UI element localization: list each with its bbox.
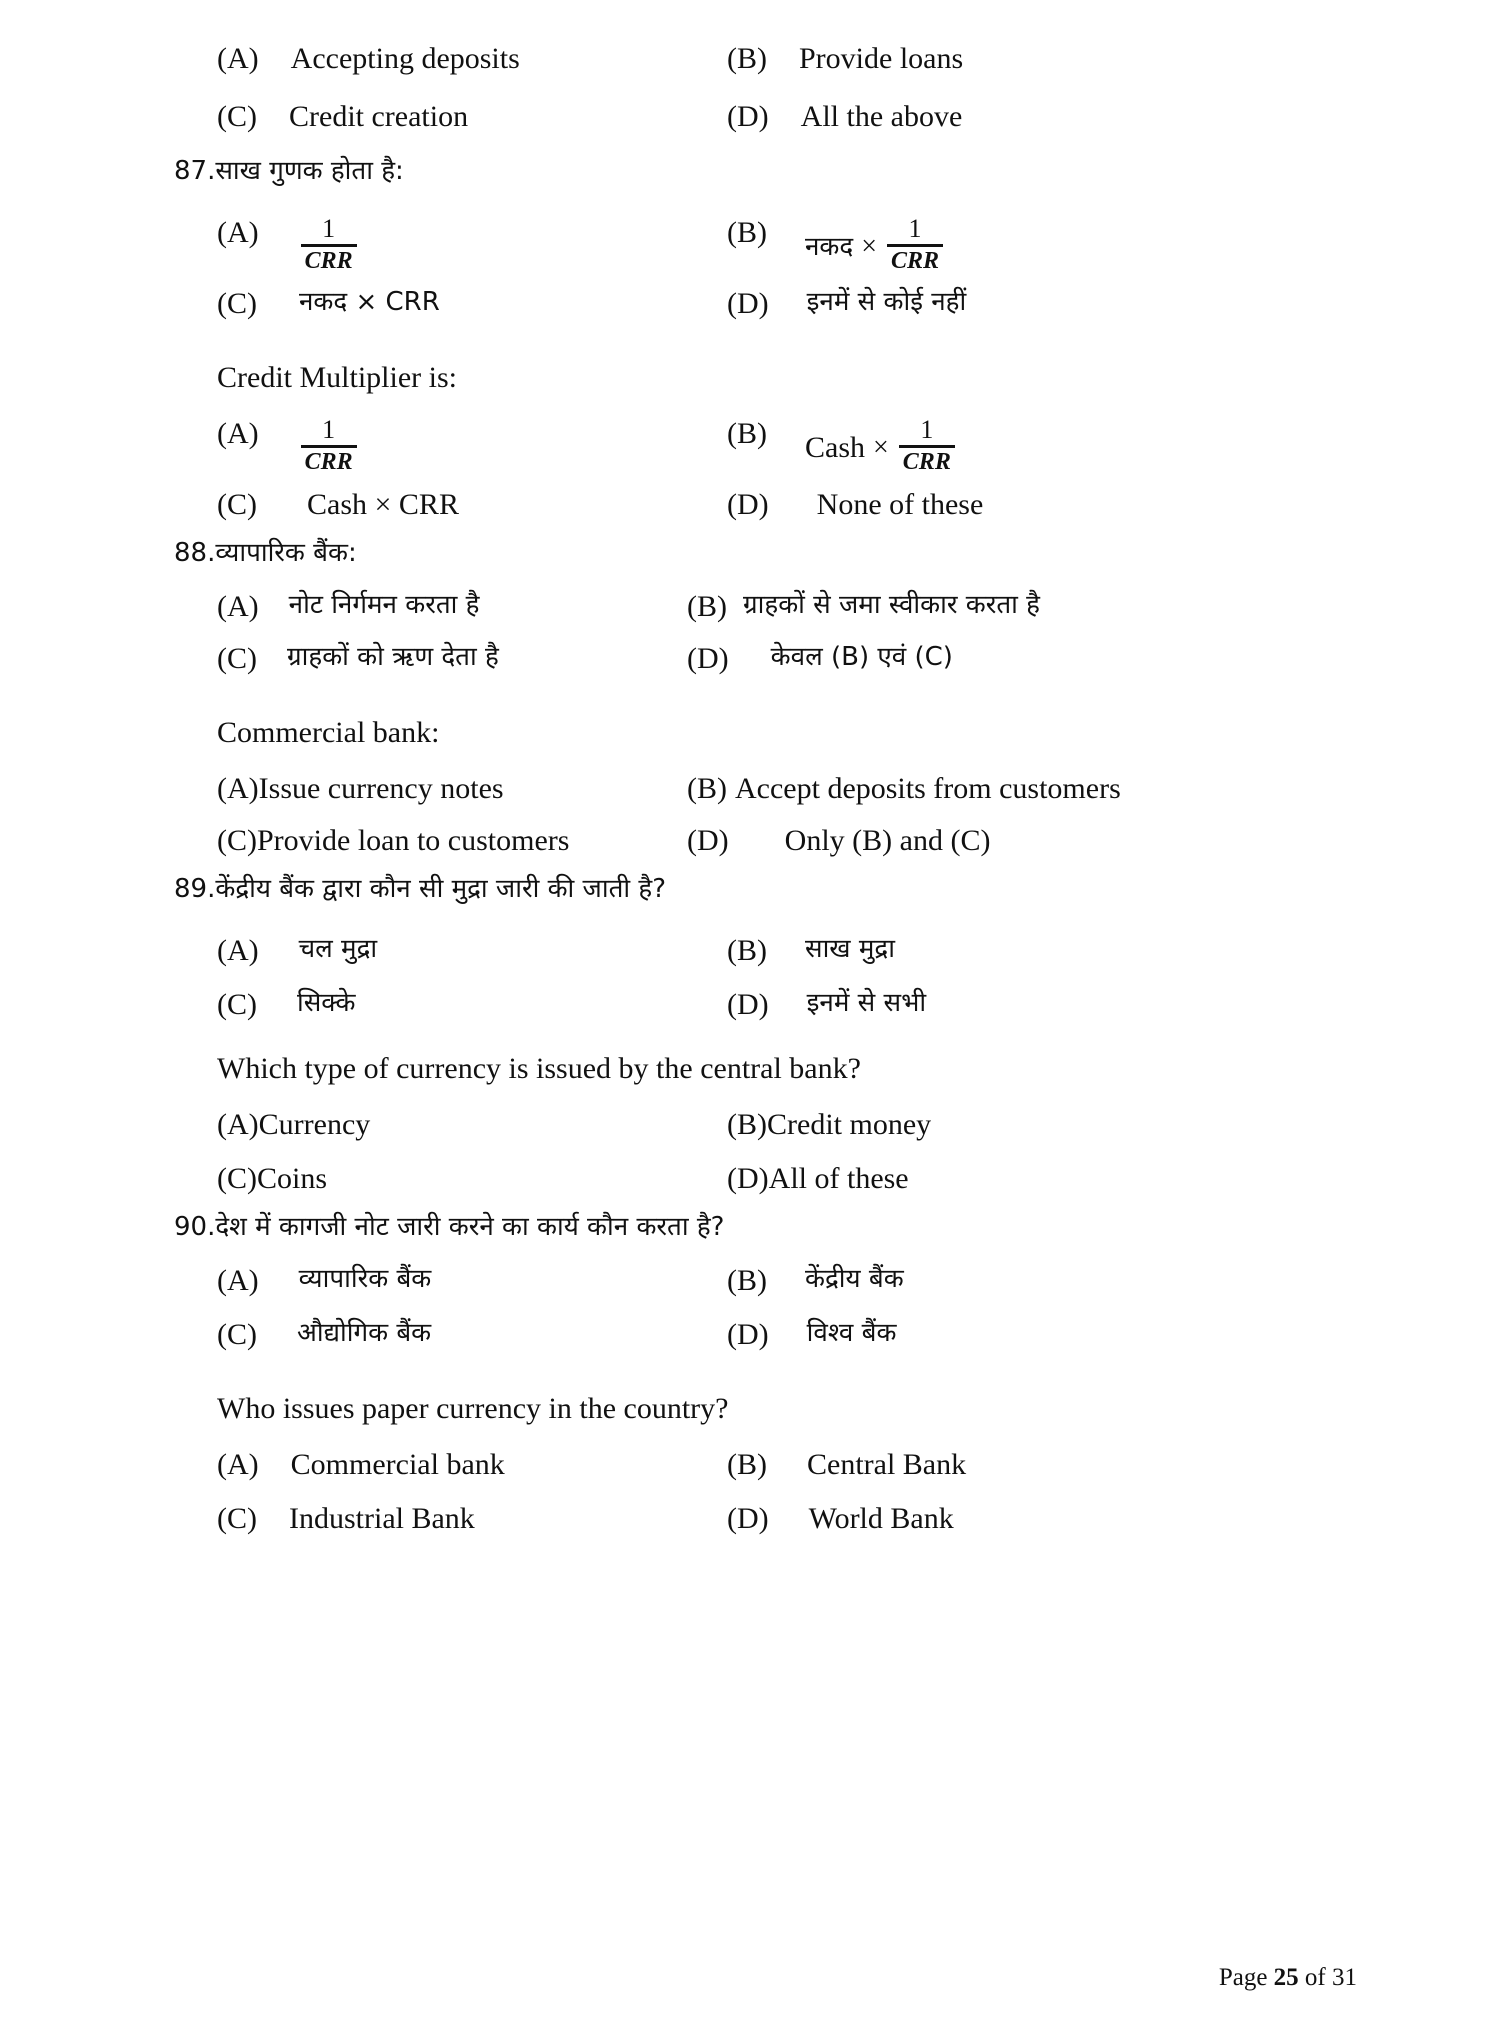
footer-prefix: Page (1218, 1964, 1274, 1991)
option-text: ग्राहकों से जमा स्वीकार करता है (743, 590, 1040, 620)
option-text: None of these (816, 488, 984, 521)
option-text: व्यापारिक बैंक (298, 1264, 432, 1294)
option-item[interactable] (175, 44, 687, 74)
option-text: Industrial Bank (289, 1502, 475, 1535)
q88-english-question: Commercial bank: (217, 716, 440, 749)
fraction-numerator: 1 (322, 214, 336, 243)
option-item[interactable] (175, 289, 687, 319)
fraction-numerator: 1 (322, 415, 336, 444)
option-label: (A) (217, 1108, 259, 1141)
option-text: साख मुद्रा (805, 934, 895, 964)
option-text: नकद × CRR (299, 287, 440, 317)
option-item[interactable] (175, 1110, 687, 1140)
fraction (301, 417, 357, 474)
option-item[interactable] (687, 415, 1355, 476)
option-label: (C) (217, 988, 257, 1021)
option-item[interactable] (687, 644, 1355, 674)
option-expression (767, 415, 957, 476)
option-text: चल मुद्रा (298, 934, 378, 964)
option-row (175, 1320, 1355, 1350)
option-text: Central Bank (807, 1448, 967, 1481)
option-label: (D) (727, 100, 769, 133)
question-number: 87. (174, 156, 216, 186)
option-label: (C) (217, 824, 257, 857)
option-label: (A) (217, 772, 259, 805)
option-row (175, 102, 1355, 132)
option-text: Coins (257, 1162, 328, 1195)
option-row (175, 44, 1355, 74)
option-row (175, 990, 1355, 1020)
option-row (175, 415, 1355, 476)
fraction-numerator: 1 (908, 214, 922, 243)
option-item[interactable] (175, 1320, 687, 1350)
question-text: देश में कागजी नोट जारी करने का कार्य कौन करता है? (215, 1212, 725, 1242)
option-text: World Bank (808, 1502, 954, 1535)
option-text: Accepting deposits (290, 42, 520, 75)
fraction (887, 216, 943, 273)
option-label: (B) (687, 590, 727, 623)
option-row (175, 490, 1355, 520)
option-text: Credit money (767, 1108, 932, 1141)
fraction-denominator: CRR (304, 248, 353, 274)
question-text: केंद्रीय बैंक द्वारा कौन सी मुद्रा जारी की जाती है? (215, 874, 667, 904)
option-text: औद्योगिक बैंक (297, 1318, 432, 1348)
option-text: Only (B) and (C) (784, 824, 991, 857)
option-row (175, 644, 1355, 674)
option-item[interactable] (175, 1504, 687, 1534)
option-item[interactable] (687, 289, 1355, 319)
option-label: (A) (217, 590, 259, 623)
option-label: (D) (727, 1502, 769, 1535)
option-item[interactable] (687, 1110, 1355, 1140)
expression-prefix: नकद (805, 231, 854, 262)
fraction-denominator: CRR (902, 449, 951, 475)
q89-english-question: Which type of currency is issued by the central bank? (217, 1052, 861, 1085)
q89-hindi-question-line (174, 876, 1355, 902)
q88-hindi-question-line (174, 540, 1355, 566)
footer-page-number: 25 (1273, 1964, 1299, 1991)
option-text: नोट निर्गमन करता है (288, 590, 480, 620)
option-label: (B) (727, 42, 767, 75)
option-label: (B) (687, 772, 727, 805)
fraction (301, 216, 357, 273)
option-item[interactable] (687, 1504, 1355, 1534)
option-text: इनमें से कोई नहीं (806, 287, 967, 317)
option-label: (C) (217, 1162, 257, 1195)
option-label: (A) (217, 1448, 259, 1481)
option-expression (259, 415, 359, 476)
option-item[interactable] (175, 644, 687, 674)
fraction (899, 417, 955, 474)
option-label: (A) (217, 934, 259, 967)
option-label: (B) (727, 1108, 767, 1141)
question-text: साख गुणक होता है: (215, 156, 404, 186)
option-label: (C) (217, 100, 257, 133)
option-item[interactable] (175, 102, 687, 132)
option-label: (B) (727, 1448, 767, 1481)
footer-total-pages: 31 (1332, 1964, 1357, 1991)
expression-prefix: Cash (805, 430, 865, 464)
option-text: केंद्रीय बैंक (805, 1264, 904, 1294)
option-item[interactable] (175, 1266, 687, 1296)
option-text: Cash × CRR (307, 488, 459, 521)
option-expression (767, 214, 945, 275)
option-row (175, 1504, 1355, 1534)
option-item[interactable] (687, 990, 1355, 1020)
option-item[interactable] (687, 592, 1355, 622)
option-label: (B) (727, 216, 767, 249)
multiplication-sign: × (861, 230, 878, 262)
option-row (175, 1110, 1355, 1140)
option-label: (A) (217, 417, 259, 450)
option-item[interactable] (687, 1320, 1355, 1350)
option-item[interactable] (175, 214, 687, 275)
fraction-denominator: CRR (304, 449, 353, 475)
page-footer (1219, 1964, 1357, 1992)
option-item[interactable] (687, 936, 1355, 966)
option-text: ग्राहकों को ऋण देता है (287, 642, 499, 672)
option-label: (C) (217, 488, 257, 521)
option-text: Provide loans (799, 42, 964, 75)
option-item[interactable] (175, 1450, 687, 1480)
option-row (175, 826, 1355, 856)
option-text: Currency (258, 1108, 371, 1141)
option-text: केवल (B) एवं (C) (770, 642, 953, 672)
option-label: (C) (217, 1502, 257, 1535)
option-text: Issue currency notes (258, 772, 504, 805)
option-label: (A) (217, 42, 259, 75)
option-item[interactable] (687, 1164, 1355, 1194)
q86-options-block (175, 44, 1355, 132)
question-text: व्यापारिक बैंक: (215, 538, 357, 568)
q87-english-question: Credit Multiplier is: (217, 361, 457, 394)
option-item[interactable] (175, 774, 687, 804)
question-number: 90. (174, 1212, 216, 1242)
option-label: (D) (727, 1318, 769, 1351)
option-item[interactable] (175, 990, 687, 1020)
option-item[interactable] (687, 1450, 1355, 1480)
option-item[interactable] (175, 1164, 687, 1194)
option-item[interactable] (687, 102, 1355, 132)
option-row (175, 1450, 1355, 1480)
option-item[interactable] (687, 826, 1355, 856)
option-text: विश्व बैंक (806, 1318, 897, 1348)
q90-hindi-question-line (174, 1214, 1355, 1240)
option-text: इनमें से सभी (806, 988, 927, 1018)
option-label: (D) (727, 287, 769, 320)
option-item[interactable] (687, 774, 1355, 804)
footer-middle: of (1298, 1964, 1332, 1991)
option-text: Accept deposits from customers (735, 772, 1121, 805)
option-row (175, 214, 1355, 275)
option-item[interactable] (175, 415, 687, 476)
option-item[interactable] (687, 214, 1355, 275)
option-label: (B) (727, 1264, 767, 1297)
option-label: (D) (687, 824, 729, 857)
option-label: (B) (727, 417, 767, 450)
option-label: (C) (217, 642, 257, 675)
option-item[interactable] (175, 490, 687, 520)
option-row (175, 774, 1355, 804)
option-label: (D) (727, 1162, 769, 1195)
option-item[interactable] (175, 592, 687, 622)
option-label: (A) (217, 1264, 259, 1297)
question-number: 89. (174, 874, 216, 904)
option-text: सिक्के (297, 988, 356, 1018)
option-label: (D) (727, 488, 769, 521)
option-item[interactable] (687, 490, 1355, 520)
option-row (175, 1164, 1355, 1194)
option-label: (D) (727, 988, 769, 1021)
q87-hindi-question-line (174, 158, 1355, 184)
option-item[interactable] (175, 826, 687, 856)
option-row (175, 592, 1355, 622)
option-expression (259, 214, 359, 275)
option-text: Commercial bank (290, 1448, 505, 1481)
option-row (175, 289, 1355, 319)
option-text: All the above (800, 100, 963, 133)
fraction-numerator: 1 (920, 415, 934, 444)
option-label: (B) (727, 934, 767, 967)
option-item[interactable] (687, 44, 1355, 74)
option-label: (C) (217, 1318, 257, 1351)
option-label: (D) (687, 642, 729, 675)
option-row (175, 936, 1355, 966)
q90-english-question: Who issues paper currency in the country? (217, 1392, 729, 1425)
question-number: 88. (174, 538, 216, 568)
option-item[interactable] (687, 1266, 1355, 1296)
option-text: Credit creation (289, 100, 469, 133)
option-text: All of these (768, 1162, 909, 1195)
option-text: Provide loan to customers (257, 824, 570, 857)
fraction-denominator: CRR (891, 248, 940, 274)
option-label: (A) (217, 216, 259, 249)
option-label: (C) (217, 287, 257, 320)
multiplication-sign: × (873, 431, 889, 463)
option-item[interactable] (175, 936, 687, 966)
option-row (175, 1266, 1355, 1296)
